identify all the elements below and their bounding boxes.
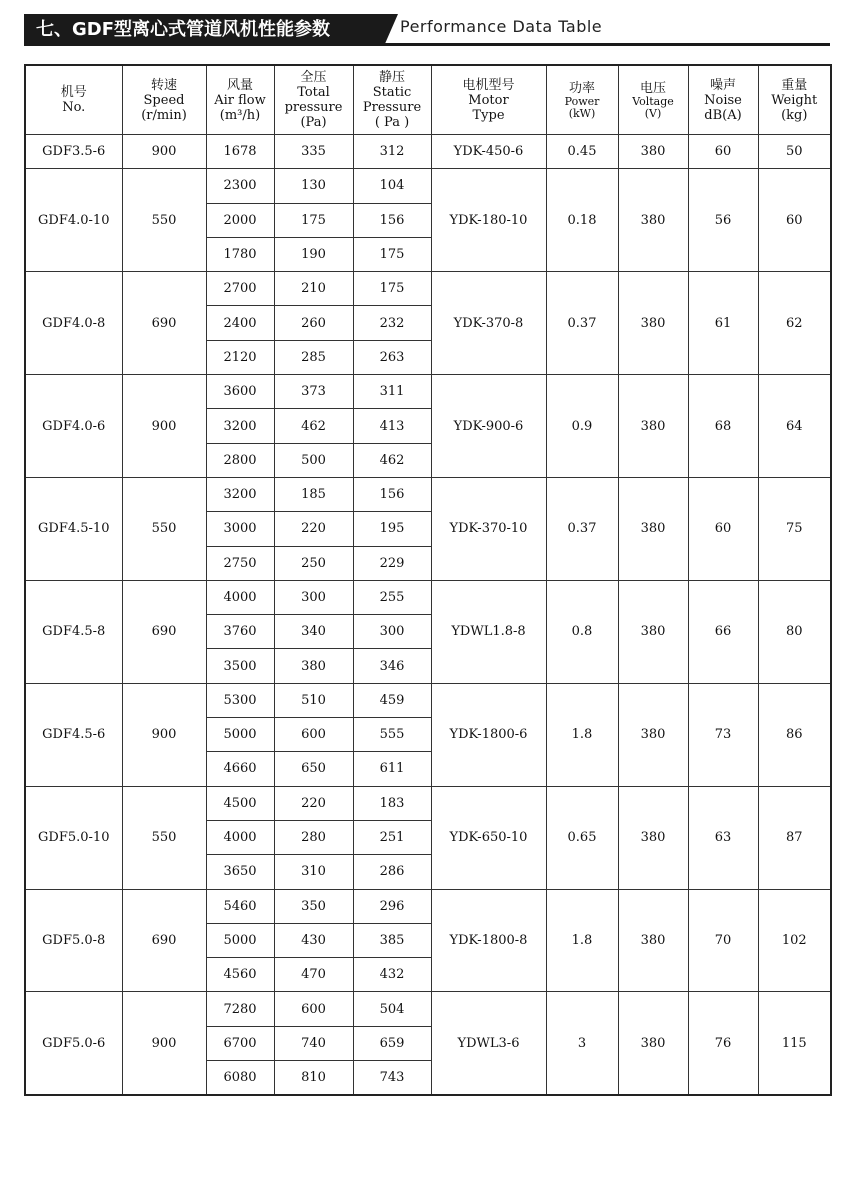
motor-type-cell: YDK-1800-8 (431, 889, 546, 992)
air-flow-cell: 3000 (206, 512, 274, 546)
static-pressure-cell: 611 (353, 752, 431, 786)
total-pressure-cell: 285 (274, 340, 353, 374)
speed-cell: 900 (122, 375, 206, 478)
total-pressure-cell: 462 (274, 409, 353, 443)
total-pressure-cell: 185 (274, 477, 353, 511)
column-header-en: Type (472, 107, 505, 123)
column-header-zh: 重量 (781, 77, 808, 93)
static-pressure-cell: 413 (353, 409, 431, 443)
column-header-en: (m³/h) (219, 107, 261, 123)
static-pressure-cell: 459 (353, 683, 431, 717)
total-pressure-cell: 350 (274, 889, 353, 923)
static-pressure-cell: 462 (353, 443, 431, 477)
total-pressure-cell: 373 (274, 375, 353, 409)
voltage-cell: 380 (618, 580, 688, 683)
weight-cell: 62 (758, 272, 831, 375)
column-header-en: Power (564, 94, 600, 108)
air-flow-cell: 4000 (206, 820, 274, 854)
static-pressure-cell: 385 (353, 923, 431, 957)
air-flow-cell: 6080 (206, 1061, 274, 1096)
column-header-zh: 全压 (300, 70, 327, 85)
air-flow-cell: 1780 (206, 237, 274, 271)
weight-cell: 115 (758, 992, 831, 1095)
air-flow-cell: 3600 (206, 375, 274, 409)
weight-cell: 80 (758, 580, 831, 683)
motor-type-cell: YDK-370-10 (431, 477, 546, 580)
static-pressure-cell: 104 (353, 169, 431, 203)
table-row (25, 135, 831, 169)
column-header (122, 65, 206, 135)
motor-type-cell: YDK-180-10 (431, 169, 546, 272)
total-pressure-cell: 190 (274, 237, 353, 271)
column-header-en: Speed (143, 92, 185, 108)
total-pressure-cell: 335 (274, 135, 353, 169)
air-flow-cell: 3650 (206, 855, 274, 889)
total-pressure-cell: 650 (274, 752, 353, 786)
static-pressure-cell: 263 (353, 340, 431, 374)
column-header (431, 65, 546, 135)
column-header (546, 65, 618, 135)
total-pressure-cell: 280 (274, 820, 353, 854)
air-flow-cell: 5460 (206, 889, 274, 923)
static-pressure-cell: 346 (353, 649, 431, 683)
static-pressure-cell: 195 (353, 512, 431, 546)
air-flow-cell: 5000 (206, 718, 274, 752)
column-header-en: Noise (704, 92, 742, 108)
air-flow-cell: 2000 (206, 203, 274, 237)
static-pressure-cell: 232 (353, 306, 431, 340)
weight-cell: 75 (758, 477, 831, 580)
power-cell: 0.65 (546, 786, 618, 889)
power-cell: 1.8 (546, 683, 618, 786)
air-flow-cell: 2800 (206, 443, 274, 477)
weight-cell: 64 (758, 375, 831, 478)
column-header-zh: 机号 (60, 85, 87, 100)
column-header-en: Air flow (214, 92, 266, 108)
voltage-cell: 380 (618, 992, 688, 1095)
air-flow-cell: 2750 (206, 546, 274, 580)
column-header-en: ( Pa ) (374, 115, 410, 130)
motor-type-cell: YDK-370-8 (431, 272, 546, 375)
column-header-en: (r/min) (141, 107, 187, 123)
air-flow-cell: 3760 (206, 615, 274, 649)
motor-type-cell: YDK-1800-6 (431, 683, 546, 786)
column-header-en: (kW) (568, 106, 596, 120)
speed-cell: 550 (122, 169, 206, 272)
static-pressure-cell: 251 (353, 820, 431, 854)
header-rule (384, 43, 830, 46)
column-header-en: (Pa) (300, 115, 327, 130)
weight-cell: 87 (758, 786, 831, 889)
static-pressure-cell: 300 (353, 615, 431, 649)
power-cell: 1.8 (546, 889, 618, 992)
column-header (206, 65, 274, 135)
column-header-zh: 电压 (639, 80, 666, 96)
noise-cell: 70 (688, 889, 758, 992)
total-pressure-cell: 740 (274, 1026, 353, 1060)
model-number-cell: GDF4.5-10 (25, 477, 122, 580)
noise-cell: 73 (688, 683, 758, 786)
page-header (24, 14, 830, 46)
weight-cell: 86 (758, 683, 831, 786)
static-pressure-cell: 312 (353, 135, 431, 169)
voltage-cell: 380 (618, 169, 688, 272)
motor-type-cell: YDK-900-6 (431, 375, 546, 478)
total-pressure-cell: 340 (274, 615, 353, 649)
noise-cell: 76 (688, 992, 758, 1095)
total-pressure-cell: 210 (274, 272, 353, 306)
total-pressure-cell: 380 (274, 649, 353, 683)
model-number-cell: GDF5.0-6 (25, 992, 122, 1095)
speed-cell: 900 (122, 992, 206, 1095)
static-pressure-cell: 743 (353, 1061, 431, 1096)
model-number-cell: GDF4.0-10 (25, 169, 122, 272)
noise-cell: 56 (688, 169, 758, 272)
air-flow-cell: 5000 (206, 923, 274, 957)
total-pressure-cell: 510 (274, 683, 353, 717)
table-row (25, 889, 831, 923)
table-row (25, 169, 831, 203)
noise-cell: 60 (688, 477, 758, 580)
speed-cell: 690 (122, 889, 206, 992)
speed-cell: 900 (122, 135, 206, 169)
static-pressure-cell: 504 (353, 992, 431, 1026)
column-header (353, 65, 431, 135)
column-header-en: (kg) (781, 107, 808, 123)
noise-cell: 68 (688, 375, 758, 478)
column-header-en: Motor (468, 92, 509, 108)
table-row (25, 786, 831, 820)
speed-cell: 690 (122, 580, 206, 683)
table-row (25, 272, 831, 306)
air-flow-cell: 3500 (206, 649, 274, 683)
column-header (758, 65, 831, 135)
column-header-en: Pressure (362, 100, 422, 115)
column-header-en: pressure (284, 100, 343, 115)
table-row (25, 683, 831, 717)
static-pressure-cell: 432 (353, 958, 431, 992)
model-number-cell: GDF4.5-6 (25, 683, 122, 786)
air-flow-cell: 4560 (206, 958, 274, 992)
static-pressure-cell: 229 (353, 546, 431, 580)
column-header-en: Voltage (632, 94, 674, 108)
air-flow-cell: 3200 (206, 409, 274, 443)
power-cell: 0.9 (546, 375, 618, 478)
total-pressure-cell: 220 (274, 512, 353, 546)
column-header-zh: 转速 (150, 77, 177, 93)
column-header-zh: 电机型号 (462, 77, 515, 93)
noise-cell: 61 (688, 272, 758, 375)
air-flow-cell: 4660 (206, 752, 274, 786)
column-header-zh: 静压 (378, 70, 405, 85)
motor-type-cell: YDWL1.8-8 (431, 580, 546, 683)
power-cell: 0.8 (546, 580, 618, 683)
model-number-cell: GDF5.0-10 (25, 786, 122, 889)
air-flow-cell: 2120 (206, 340, 274, 374)
power-cell: 0.37 (546, 272, 618, 375)
model-number-cell: GDF5.0-8 (25, 889, 122, 992)
air-flow-cell: 5300 (206, 683, 274, 717)
total-pressure-cell: 430 (274, 923, 353, 957)
static-pressure-cell: 175 (353, 237, 431, 271)
weight-cell: 50 (758, 135, 831, 169)
static-pressure-cell: 286 (353, 855, 431, 889)
static-pressure-cell: 311 (353, 375, 431, 409)
static-pressure-cell: 555 (353, 718, 431, 752)
column-header-en: dB(A) (704, 107, 742, 123)
power-cell: 3 (546, 992, 618, 1095)
voltage-cell: 380 (618, 889, 688, 992)
speed-cell: 550 (122, 477, 206, 580)
total-pressure-cell: 600 (274, 992, 353, 1026)
title-notch (384, 14, 398, 46)
total-pressure-cell: 300 (274, 580, 353, 614)
column-header-en: Total (297, 85, 330, 100)
column-header-zh: 功率 (568, 80, 595, 96)
static-pressure-cell: 659 (353, 1026, 431, 1060)
table-body (25, 135, 831, 1096)
table-row (25, 375, 831, 409)
air-flow-cell: 2700 (206, 272, 274, 306)
table-row (25, 992, 831, 1026)
static-pressure-cell: 156 (353, 477, 431, 511)
model-number-cell: GDF4.5-8 (25, 580, 122, 683)
model-number-cell: GDF4.0-6 (25, 375, 122, 478)
section-subtitle: Performance Data Table (400, 17, 603, 36)
model-number-cell: GDF4.0-8 (25, 272, 122, 375)
voltage-cell: 380 (618, 375, 688, 478)
total-pressure-cell: 810 (274, 1061, 353, 1096)
motor-type-cell: YDK-450-6 (431, 135, 546, 169)
weight-cell: 60 (758, 169, 831, 272)
static-pressure-cell: 255 (353, 580, 431, 614)
column-header (688, 65, 758, 135)
column-header-en: Static (372, 85, 412, 100)
header-row (25, 65, 831, 135)
power-cell: 0.37 (546, 477, 618, 580)
total-pressure-cell: 130 (274, 169, 353, 203)
total-pressure-cell: 500 (274, 443, 353, 477)
column-header-en: No. (62, 100, 86, 115)
column-header-en: (V) (644, 106, 662, 120)
noise-cell: 66 (688, 580, 758, 683)
voltage-cell: 380 (618, 786, 688, 889)
air-flow-cell: 4500 (206, 786, 274, 820)
power-cell: 0.18 (546, 169, 618, 272)
air-flow-cell: 7280 (206, 992, 274, 1026)
model-number-cell: GDF3.5-6 (25, 135, 122, 169)
static-pressure-cell: 183 (353, 786, 431, 820)
total-pressure-cell: 470 (274, 958, 353, 992)
section-title: 七、GDF型离心式管道风机性能参数 (24, 14, 384, 46)
voltage-cell: 380 (618, 272, 688, 375)
column-header (25, 65, 122, 135)
total-pressure-cell: 310 (274, 855, 353, 889)
total-pressure-cell: 175 (274, 203, 353, 237)
total-pressure-cell: 220 (274, 786, 353, 820)
table-row (25, 477, 831, 511)
noise-cell: 63 (688, 786, 758, 889)
column-header-zh: 风量 (226, 77, 253, 93)
voltage-cell: 380 (618, 683, 688, 786)
air-flow-cell: 2400 (206, 306, 274, 340)
weight-cell: 102 (758, 889, 831, 992)
air-flow-cell: 3200 (206, 477, 274, 511)
static-pressure-cell: 296 (353, 889, 431, 923)
air-flow-cell: 2300 (206, 169, 274, 203)
performance-table (24, 64, 832, 1096)
column-header-en: Weight (771, 92, 818, 108)
speed-cell: 690 (122, 272, 206, 375)
total-pressure-cell: 600 (274, 718, 353, 752)
column-header-zh: 噪声 (709, 77, 736, 93)
speed-cell: 900 (122, 683, 206, 786)
total-pressure-cell: 250 (274, 546, 353, 580)
motor-type-cell: YDK-650-10 (431, 786, 546, 889)
total-pressure-cell: 260 (274, 306, 353, 340)
static-pressure-cell: 156 (353, 203, 431, 237)
noise-cell: 60 (688, 135, 758, 169)
motor-type-cell: YDWL3-6 (431, 992, 546, 1095)
power-cell: 0.45 (546, 135, 618, 169)
air-flow-cell: 1678 (206, 135, 274, 169)
table-row (25, 580, 831, 614)
air-flow-cell: 6700 (206, 1026, 274, 1060)
voltage-cell: 380 (618, 135, 688, 169)
air-flow-cell: 4000 (206, 580, 274, 614)
speed-cell: 550 (122, 786, 206, 889)
column-header (274, 65, 353, 135)
table-head (25, 65, 831, 135)
voltage-cell: 380 (618, 477, 688, 580)
static-pressure-cell: 175 (353, 272, 431, 306)
column-header (618, 65, 688, 135)
